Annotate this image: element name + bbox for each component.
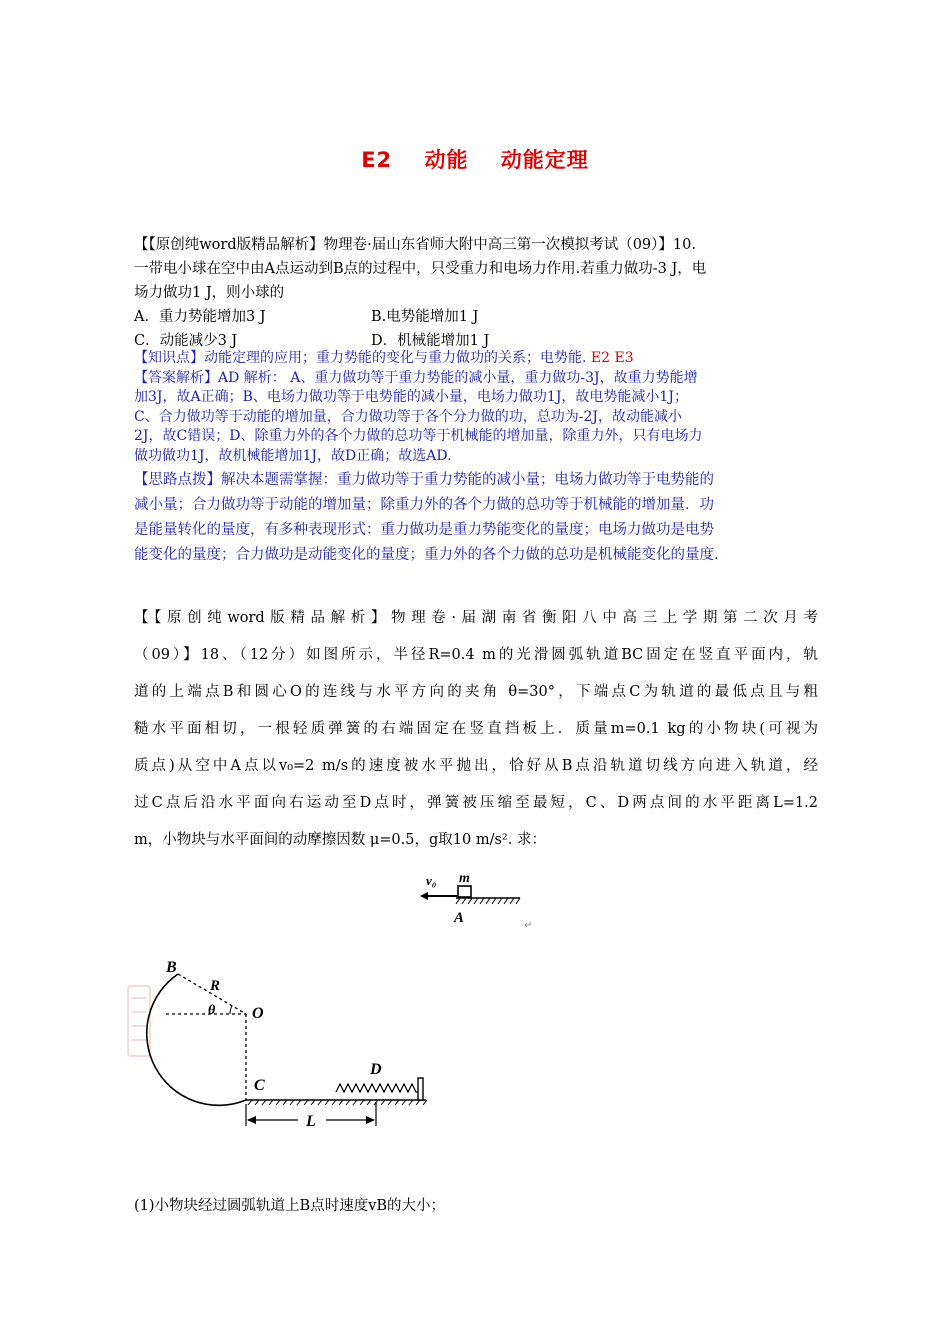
answer-line-5: 做功做功1J，故机械能增加1J，故D正确；故选AD.: [134, 447, 452, 464]
answer-line-1: 【答案解析】AD 解析： A、重力做功等于重力势能的减小量，重力做功-3J，故重力势能增: [134, 369, 698, 386]
problem-2-line-1: 【【原创纯word版精品解析】物理卷·届湖南省衡阳八中高三上学期第二次月考: [134, 610, 818, 626]
knowledge-point: [134, 349, 818, 369]
paragraph-mark: ↵: [524, 920, 533, 931]
idea-hint: [134, 468, 818, 568]
dimension-arrow-left: [247, 1116, 256, 1124]
circular-track: [147, 974, 246, 1105]
option-d: D．机械能增加1 J: [371, 333, 490, 349]
idea-line-4: 能变化的量度；合力做功是动能变化的量度；重力外的各个力做的总功是机械能变化的量度.: [134, 547, 719, 563]
section-code: E2: [361, 148, 393, 172]
knowledge-text: 动能定理的应用；重力势能的变化与重力做功的关系；电势能.: [204, 350, 587, 366]
velocity-arrowhead: [420, 892, 428, 900]
question-1: (1)小物块经过圆弧轨道上B点时速度vB的大小；: [134, 1198, 446, 1214]
section-title-part2: 动能定理: [500, 148, 589, 172]
angle-arc: [230, 1006, 232, 1014]
answer-analysis: [134, 369, 818, 467]
idea-line-1: 【思路点拨】解决本题需掌握：重力做功等于重力势能的减小量；电场力做功等于电势能的: [134, 472, 714, 488]
wall-plate: [418, 1078, 423, 1100]
d-label: D: [370, 1061, 382, 1078]
m-label: m: [459, 871, 470, 886]
dimension-arrow-right: [366, 1116, 375, 1124]
knowledge-label: 【知识点】: [134, 350, 204, 366]
problem-1-header-line-3: 场力做功1 J，则小球的: [134, 285, 285, 301]
option-c: C．动能减少3 J: [134, 333, 238, 349]
watermark-stamp: [128, 986, 150, 1056]
figure-track-spring: [126, 952, 436, 1132]
option-b: B.电势能增加1 J: [371, 309, 479, 325]
answer-line-2: 加3J，故A正确；B、电场力做功等于电势能的减小量，电场力做功1J，故电势能减小1J；: [134, 389, 688, 405]
v0-label: v₀: [426, 873, 437, 888]
answer-line-3: C、合力做功等于动能的增加量，合力做功等于各个分力做的功，总功为-2J，故动能减小: [134, 408, 682, 425]
knowledge-codes: E2 E3: [590, 350, 634, 366]
spring: [336, 1084, 418, 1092]
problem-2-line-5: 质点)从空中A点以v₀=2 m/s的速度被水平抛出，恰好从B点沿轨道切线方向进入轨道，经: [134, 758, 818, 774]
section-title-part1: 动能: [424, 148, 469, 172]
r-label: R: [210, 978, 221, 994]
platform-hatching: [456, 898, 520, 904]
options-row-1: [134, 305, 818, 329]
a-label: A: [454, 910, 465, 926]
o-label: O: [252, 1005, 264, 1022]
option-a: A．重力势能增加3 J: [134, 309, 266, 325]
problem-2-line-4: 糙水平面相切，一根轻质弹簧的右端固定在竖直挡板上．质量m=0.1 kg的小物块(可视为: [134, 721, 818, 737]
block-m: [458, 886, 471, 897]
section-title: [0, 144, 950, 174]
problem-2-line-2: （09）】18、（12分）如图所示，半径R=0.4 m的光滑圆弧轨道BC固定在竖直平面内，轨: [134, 647, 818, 663]
problem-2-line-6: 过C点后沿水平面向右运动至D点时，弹簧被压缩至最短，C、D两点间的水平距离L=1.2: [134, 795, 818, 811]
problem-1-header-line-2: 一带电小球在空中由A点运动到B点的过程中，只受重力和电场力作用.若重力做功-3 J，电: [134, 261, 707, 277]
problem-2-line-7: m，小物块与水平面间的动摩擦因数 μ=0.5，g取10 m/s². 求：: [134, 832, 546, 848]
problem-1: [134, 233, 818, 568]
answer-line-4: 2J，故C错误；D、除重力外的各个力做的总功等于机械能的增加量，除重力外，只有电场力: [134, 428, 703, 444]
problem-1-header-line-1: 【【原创纯word版精品解析】物理卷·届山东省师大附中高三第一次模拟考试（09）】10.: [134, 237, 696, 253]
l-label: L: [306, 1113, 316, 1130]
c-label: C: [254, 1077, 265, 1094]
problem-2: [134, 600, 818, 859]
idea-line-2: 减小量；合力做功等于动能的增加量；除重力外的各个力做的总功等于机械能的增加量．功: [134, 497, 714, 513]
idea-line-3: 是能量转化的量度，有多种表现形式：重力做功是重力势能变化的量度；电场力做功是电势: [134, 522, 714, 538]
problem-2-line-3: 道的上端点B和圆心O的连线与水平方向的夹角 θ=30°，下端点C为轨道的最低点且与粗: [134, 684, 818, 700]
figure-thrown-block: [418, 866, 542, 932]
theta-label: θ: [208, 1003, 216, 1018]
b-label: B: [166, 959, 177, 976]
